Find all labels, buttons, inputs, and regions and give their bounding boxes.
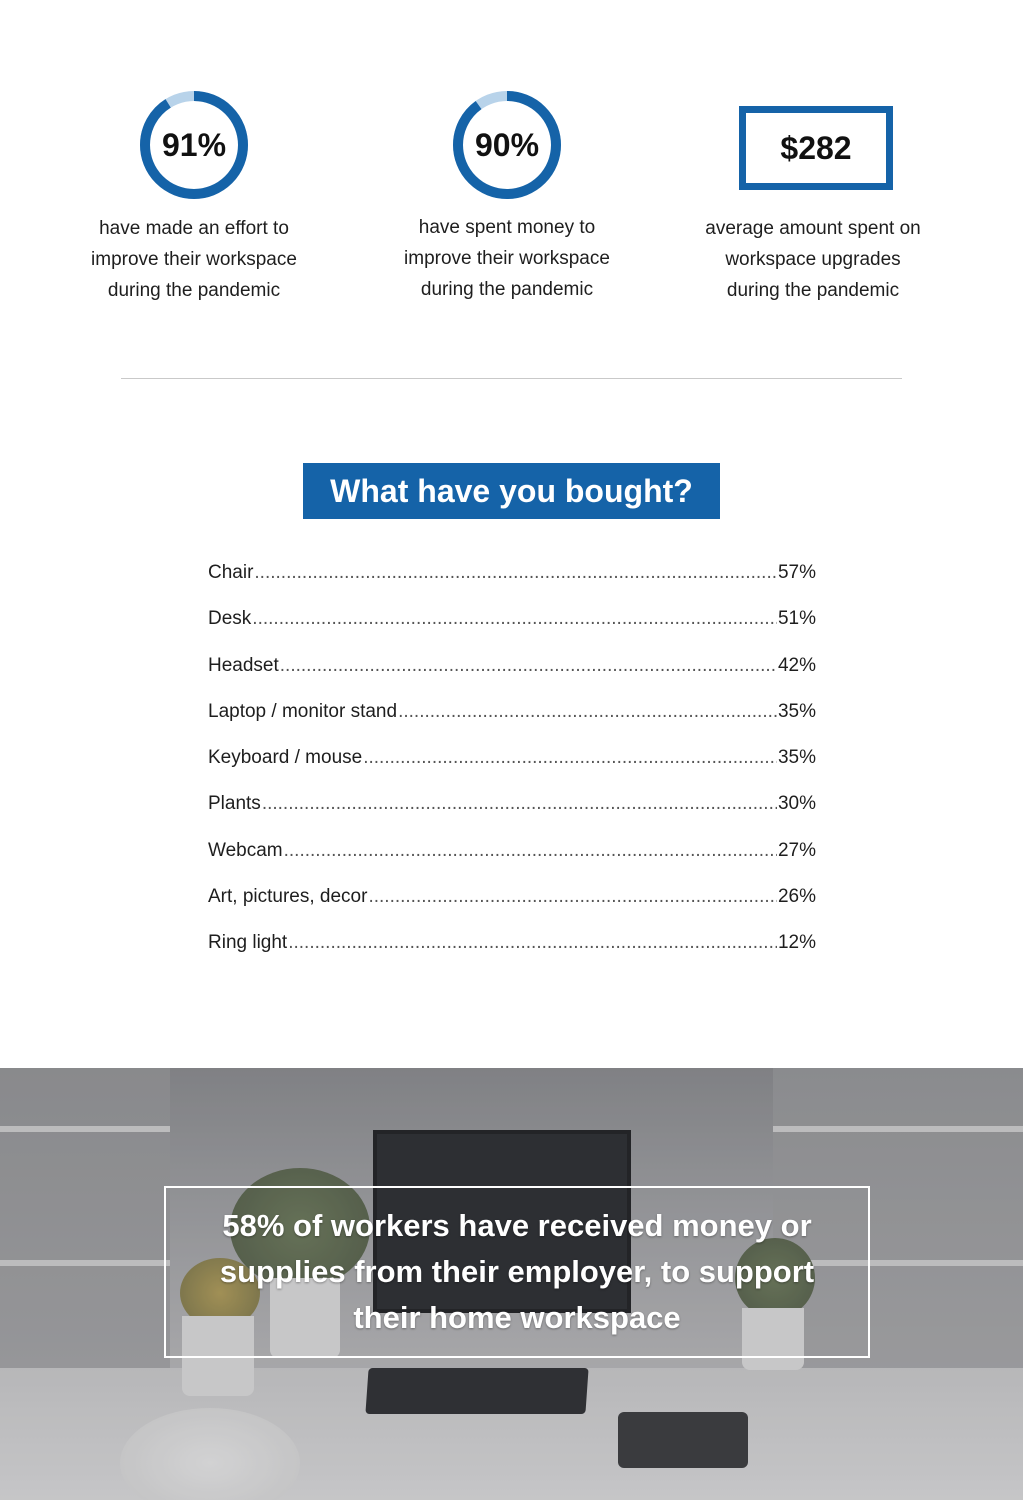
stat-description-line: average amount spent on: [705, 218, 921, 239]
item-percent: 12%: [777, 932, 816, 954]
list-item: [208, 562, 816, 608]
list-item: [208, 886, 816, 932]
callout-line: 58% of workers have received money or: [222, 1208, 812, 1243]
item-percent: 35%: [777, 700, 816, 722]
stat-description-line: improve their workspace: [404, 248, 610, 269]
dot-leader: [254, 562, 777, 584]
dot-leader: [252, 608, 777, 630]
callout-line: their home workspace: [353, 1300, 681, 1335]
item-label: Chair: [208, 562, 254, 583]
stat-description-line: during the pandemic: [726, 280, 900, 301]
stat-description-line: during the pandemic: [420, 279, 594, 300]
callout-line: supplies from their employer, to support: [219, 1254, 815, 1289]
item-percent: 26%: [777, 886, 816, 908]
callout-box: [164, 1186, 870, 1358]
list-item: [208, 932, 816, 978]
stat-description-line: workspace upgrades: [725, 249, 901, 270]
callout-text: [217, 1203, 817, 1341]
section-heading: [303, 463, 720, 519]
item-percent: 35%: [777, 747, 816, 769]
stat-value: 90%: [474, 126, 540, 163]
stat-description-line: improve their workspace: [91, 249, 297, 270]
dot-leader: [368, 886, 777, 908]
section-divider: [121, 378, 902, 379]
stat-value: $282: [780, 129, 852, 166]
stat-description-line: have made an effort to: [99, 218, 289, 239]
dot-leader: [280, 655, 777, 677]
list-item: [208, 747, 816, 793]
dot-leader: [284, 840, 777, 862]
stat-description: [663, 213, 963, 306]
item-label: Plants: [208, 793, 261, 815]
list-item: [208, 608, 816, 654]
item-label: Art, pictures, decor: [208, 886, 368, 908]
item-percent: 42%: [777, 654, 816, 676]
item-label: Desk: [208, 608, 252, 630]
item-percent: 30%: [777, 793, 816, 815]
ring-chart-91: [139, 90, 249, 200]
section-heading-text: What have you bought?: [330, 472, 693, 509]
item-label: Laptop / monitor stand: [208, 700, 398, 722]
stat-value: 91%: [161, 126, 227, 163]
item-label: Keyboard / mouse: [208, 747, 363, 769]
list-item: [208, 701, 816, 747]
stat-description: [44, 213, 344, 306]
item-percent: 51%: [777, 608, 816, 630]
item-label: Ring light: [208, 932, 288, 954]
item-percent: 57%: [777, 562, 816, 583]
ring-chart-90: [452, 90, 562, 200]
average-spend-box: [739, 106, 893, 190]
list-item: [208, 655, 816, 701]
stat-description-line: have spent money to: [418, 217, 596, 238]
stat-description-line: during the pandemic: [107, 280, 281, 301]
dot-leader: [398, 701, 777, 723]
dot-leader: [363, 747, 777, 769]
stat-description: [357, 212, 657, 305]
list-item: [208, 793, 816, 839]
dot-leader: [288, 932, 777, 954]
list-item: [208, 840, 816, 886]
item-percent: 27%: [777, 839, 816, 861]
item-label: Headset: [208, 654, 279, 676]
item-label: Webcam: [208, 839, 283, 861]
purchases-list: [208, 562, 816, 979]
dot-leader: [262, 793, 777, 815]
